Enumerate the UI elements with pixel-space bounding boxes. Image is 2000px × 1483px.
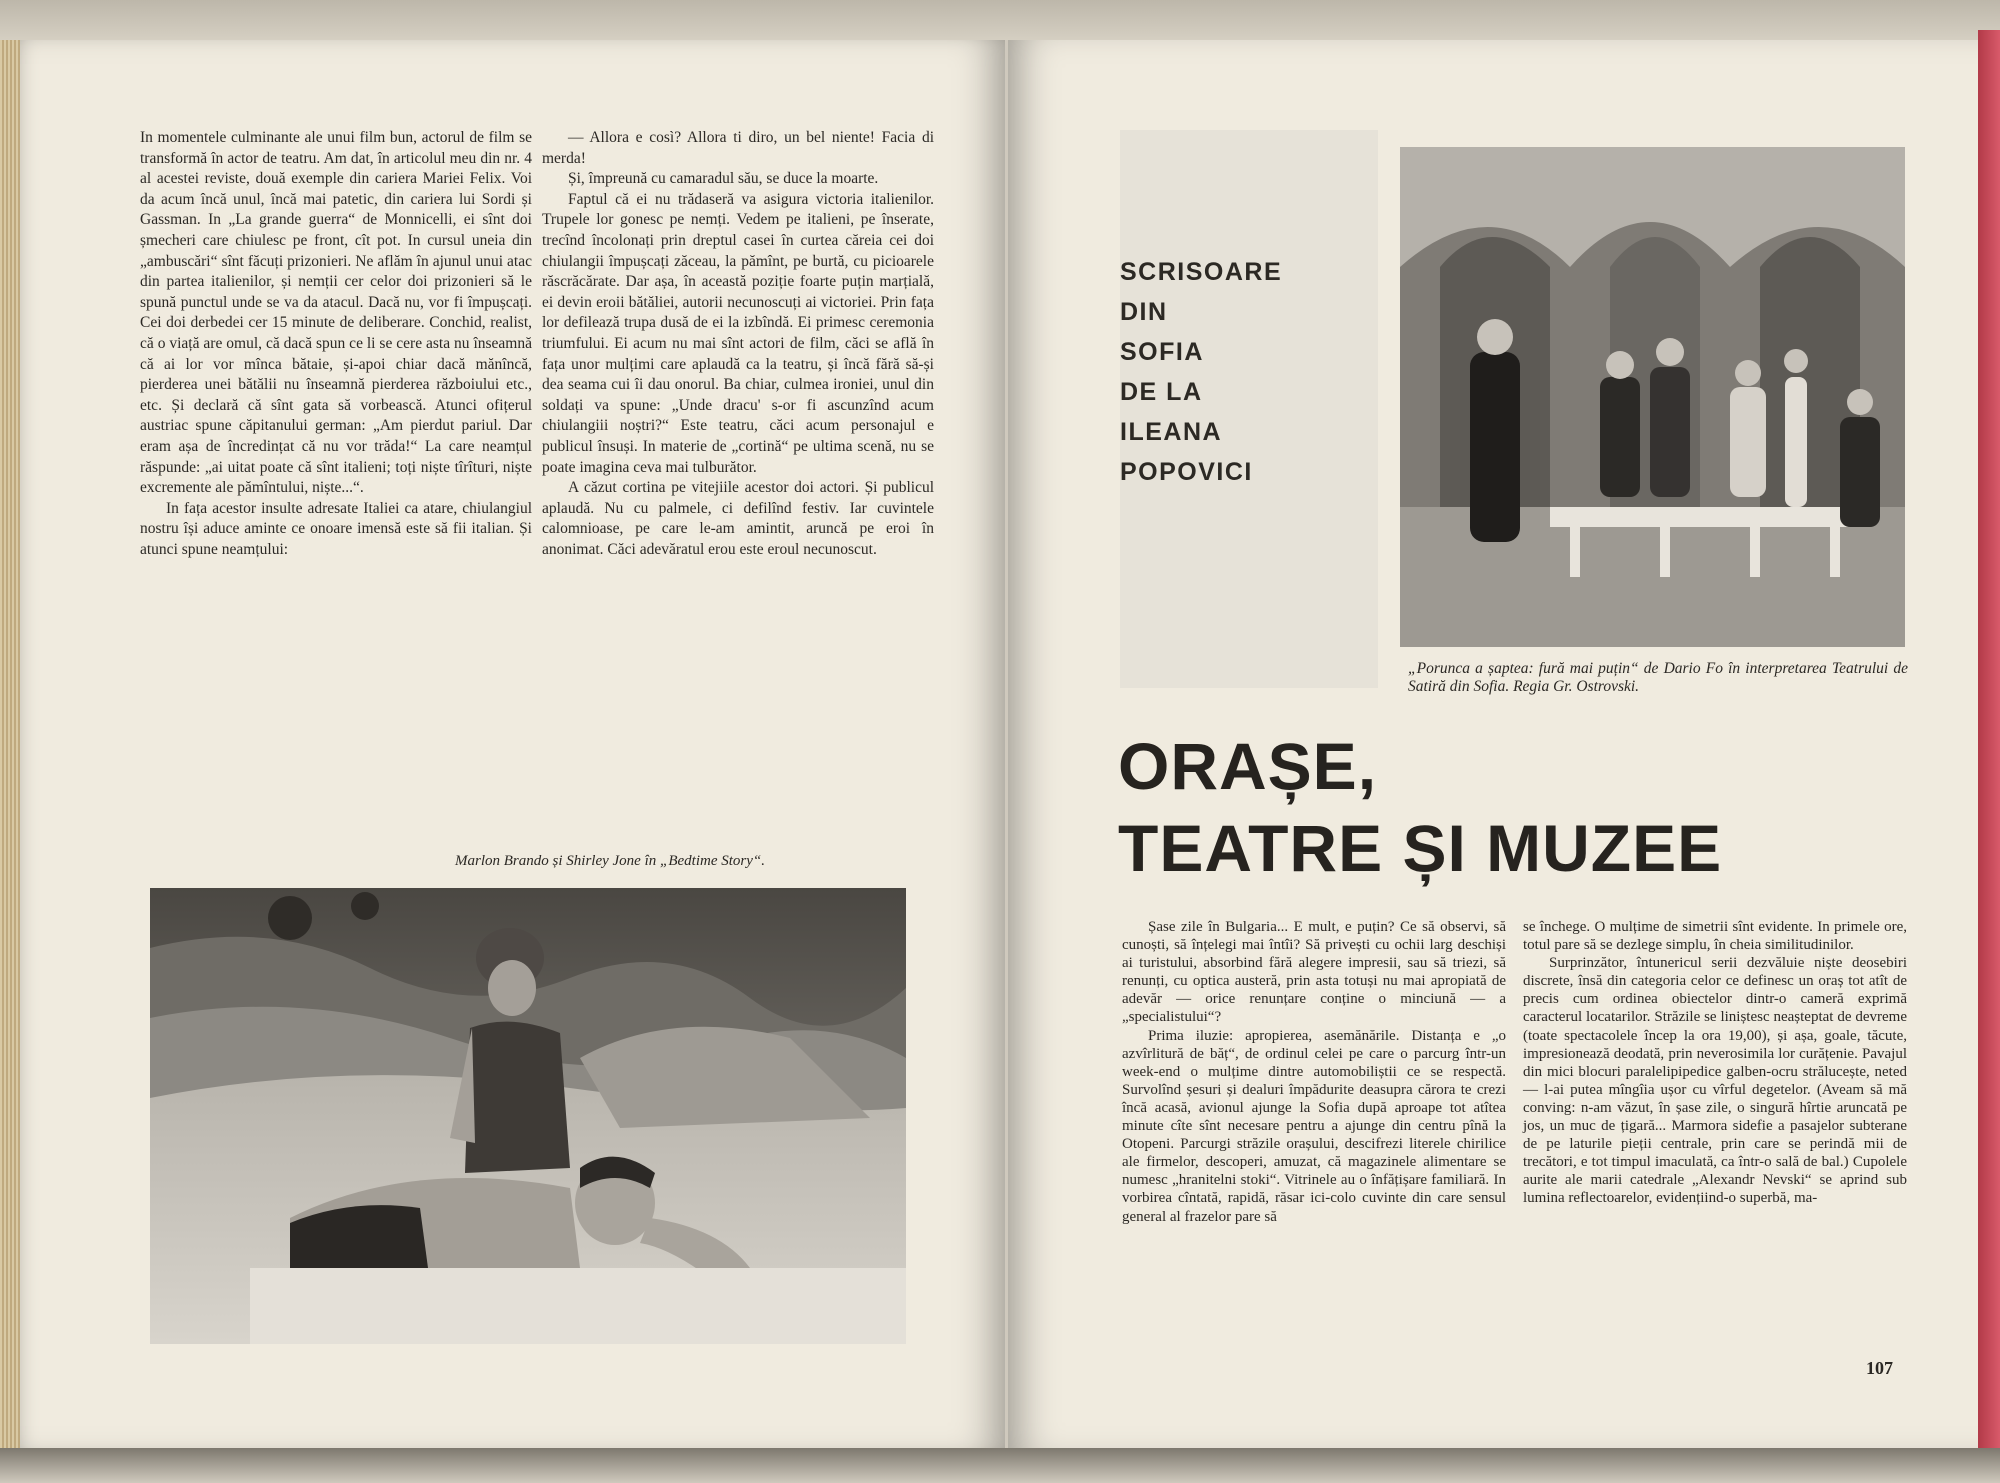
stage-photo-caption: „Porunca a șaptea: fură mai puțin“ de Dario Fo în interpretarea Teatrului de Satiră din Sofia. Regia Gr. Ostrovski. (1408, 660, 1908, 695)
left-col1-paragraph: In fața acestor insulte adresate Italiei ca atare, chiulangiul nostru își aduce aminte ce onoare imensă este să fii italian. Și atunci spune neamțului: (140, 499, 532, 558)
beach-photo-image (150, 888, 906, 1344)
kicker-line: SCRISOARE (1120, 258, 1283, 286)
book-bottom-edge (0, 1448, 2000, 1483)
kicker-line: ILEANA (1120, 418, 1223, 446)
left-col2-paragraph: — Allora e così? Allora ti diro, un bel niente! Facia di merda! (542, 129, 934, 167)
right-column-1 (1122, 918, 1506, 1226)
theatre-stage-photo (1400, 147, 1905, 647)
beach-photo-caption: Marlon Brando și Shirley Jone în „Bedtime Story“. (455, 853, 765, 869)
left-col2-paragraph: Și, împreună cu camaradul său, se duce la moarte. (568, 170, 879, 188)
headline-line-1: ORAȘE, (1118, 729, 1378, 803)
article-kicker (1120, 252, 1378, 492)
kicker-line: DE LA (1120, 378, 1203, 406)
right-col1-paragraph: Prima iluzie: apropierea, asemănările. Distanța e „o azvîrlitură de băț“, de ordinul celei pe care o parcurg într-un week-end o mulțime dintre automobiliștii ce se respectă. Survolînd șesuri și dealuri împădurite deasupra cărora te crezi încă acasă, avionul ajunge la Sofia după aproape tot atîtea minute cîte sînt necesare pentru a ajunge din centru pînă la Otopeni. Parcurgi străzile orașului, descifrezi literele chirilice ale firmelor, descoperi, amuzat, că magazinele alimentare se numesc „hranitelni stoki“. Vitrinele au o înfățișare familiară. In vorbirea cîntată, rapidă, răsar ici-colo cuvinte din care sensul general al frazelor pare să (1122, 1027, 1506, 1225)
book-top-edge (0, 0, 2000, 40)
left-page (20, 40, 1005, 1450)
right-col1-paragraph: Șase zile în Bulgaria... E mult, e puțin? Ce să observi, să cunoști, să înțelegi mai întîi? Să privești cu ochii larg deschiși ai turistului, absorbind fără alegere impresii, sau să triezi, să renunți, cu optica austeră, prin asta totuși nu mai apropiată de adevăr — orice renunțare conține o minciună — a „specialistului“? (1122, 919, 1506, 1026)
left-col2-paragraph: Faptul că ei nu trădaseră va asigura victoria italienilor. Trupele lor gonesc pe nemți. Vedem pe italieni, pe înserate, trecînd încolonați prin dreptul casei în curtea căreia cei doi chiulangii împușcați zăceau, la pămînt, pe burtă, cu picioarele răscrăcărate. Dar așa, în această poziție foarte puțin marțială, ei devin eroii bătăliei, autorii necunoscuți ai victoriei. Prin fața lor defilează trupa dusă de ei la izbîndă. Ei primesc ceremonia triumfului. Ei acum nu mai sînt actori de film, căci se află în fața unor mulțimi care aplaudă ca la teatru, și încă fără să-și dea seama cui îi dau onorul. Ba chiar, culmea ironiei, unul din soldați va spune: „Unde dracu' s-or fi ascunzînd acum chiulangiii noștri?“ Este teatru, căci acum personajul e publicul însuși. In materie de „cortină“ pe ultima scenă, nu se poate imagina ceva mai tulburător. (542, 190, 934, 476)
headline-line-2: TEATRE ȘI MUZEE (1118, 811, 1723, 885)
right-page (1008, 40, 1978, 1450)
beach-film-still-photo (150, 888, 906, 1344)
left-col2-paragraph: A căzut cortina pe vitejiile acestor doi actori. Și publicul aplaudă. Nu cu palmele, ci defilînd festiv. Iar cuvintele calomnioase, pe care le-am amintit, aruncă pe eroi în anonimat. Căci adevăratul erou este eroul necunoscut. (542, 479, 934, 558)
stage-photo-image (1400, 147, 1905, 647)
kicker-line: POPOVICI (1120, 458, 1253, 486)
right-column-2 (1523, 918, 1907, 1208)
page-number: 107 (1866, 1358, 1893, 1378)
left-col1-paragraph: In momentele culminante ale unui film bun, actorul de film se transformă în actor de teatru. Am dat, în articolul meu din nr. 4 al acestei reviste, două exemple din cariera Mariei Felix. Voi da acum încă unul, încă mai patetic, din cariera lui Sordi și Gassman. In „La grande guerra“ de Monnicelli, ei sînt doi șmecheri care chiulesc pe front, cît pot. In cursul uneia din „ambuscări“ sînt făcuți prizonieri. Ne aflăm în ajunul unui atac din partea italienilor, și nemții cer celor doi prizonieri să le spună punctul unde se va da atacul. Dacă nu, vor fi împușcați. Cei doi derbedei cer 15 minute de deliberare. Conchid, realist, că o viață are omul, că dacă spun ce li se cere asta nu înseamnă că ai lor vor mînca bătaie, și-apoi chiar dacă mănîncă, pierderea unei bătălii nu înseamnă pierderea războiului etc., etc. Și declară că sînt gata să vorbească. Atunci ofițerul austriac spune căpitanului german: „Am pierdut pariul. Dar eram așa de încredințat că nu vor trăda!“ La care neamțul răspunde: „ai uitat poate că sînt italieni; toți niște tîrîturi, niște excremente ale pămîntului, niște...“. (140, 129, 532, 497)
kicker-line: SOFIA (1120, 338, 1204, 366)
book-cover-edge (1978, 30, 2000, 1450)
left-column-2 (542, 128, 934, 560)
left-column-1 (140, 128, 532, 560)
kicker-line: DIN (1120, 298, 1168, 326)
right-col2-paragraph: Surprinzător, întunericul serii dezvăluie niște deosebiri discrete, însă din categoria celor ce definesc un oraș tot atît de precis cum ordinea obiectelor dintr-o cameră exprimă caracterul locatarilor. Străzile se liniștesc neașteptat de devreme (toate spectacolele încep la ora 19,00), și așa, goale, tăcute, impresionează deodată, prin neverosimila lor curățenie. Pavajul din mici blocuri paralelipipedice galben-ocru strălucește, neted — l-ai putea mîngîia ușor cu vîrful degetelor. (Aveam să mă conving: n-am văzut, în șase zile, o singură hîrtie aruncată pe jos, un muc de țigară... Marmora sidefie a pasajelor subterane de pe laturile pieții centrale, prin care se perindă mii de trecători, e tot timpul imaculată, ca într-o sală de bal.) Cupolele aurite ale marii catedrale „Alexandr Nevski“ se aprind sub lumina reflectoarelor, evidențiind-o superbă, ma- (1523, 955, 1907, 1207)
right-col2-paragraph: se închege. O mulțime de simetrii sînt evidente. In primele ore, totul pare să se dezlege simplu, în cheia similitudinilor. (1523, 919, 1907, 954)
page-stack-edge (0, 40, 20, 1450)
